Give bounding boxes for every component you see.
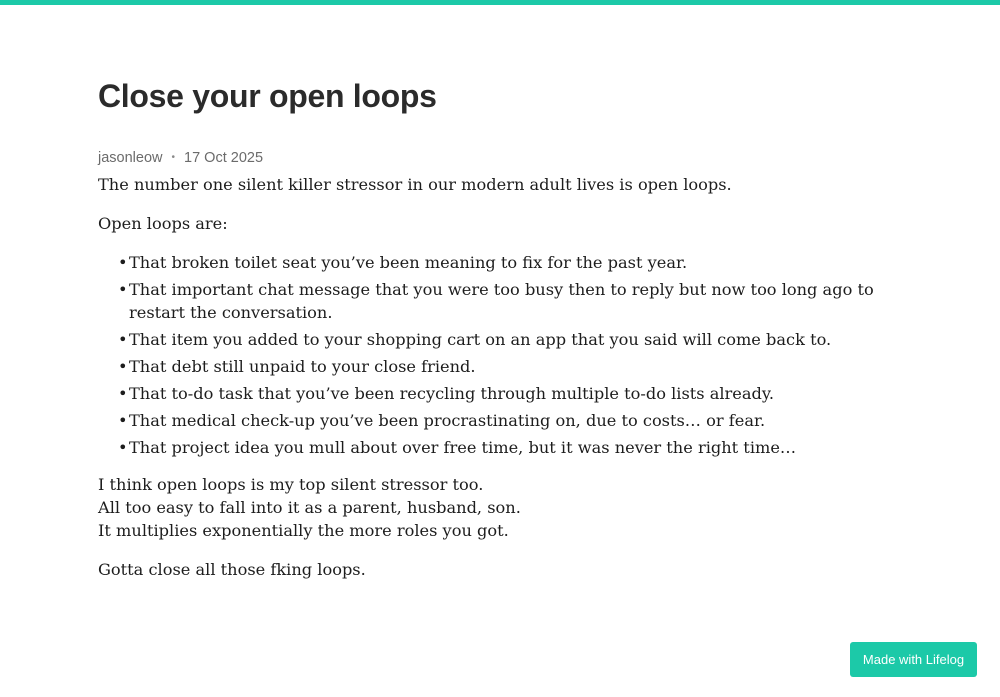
list-item-text: That medical check-up you’ve been procrastinating on, due to costs… or fear. [129,411,766,430]
meta-separator: • [171,152,176,163]
list-item-text: That to-do task that you’ve been recycling through multiple to-do lists already. [129,384,775,403]
list-item [118,278,898,324]
paragraph [98,473,898,542]
post-article [98,76,898,581]
list-item [118,251,898,274]
list-item-text: That project idea you mull about over free time, but it was never the right time… [129,438,797,457]
paragraph: The number one silent killer stressor in our modern adult lives is open loops. [98,175,732,194]
paragraph: Gotta close all those fking loops. [98,560,366,579]
list-item [118,436,898,459]
post-title: Close your open loops [98,78,437,114]
list-item [118,328,898,351]
bullet-icon: • [118,411,128,430]
list-item-text: That debt still unpaid to your close friend. [129,357,476,376]
bullet-icon: • [118,280,128,299]
bullet-icon: • [118,438,128,457]
top-accent-bar [0,0,1000,5]
paragraph-line: It multiplies exponentially the more roles you got. [98,521,509,540]
paragraph-line: All too easy to fall into it as a parent, husband, son. [98,498,521,517]
author-link[interactable]: jasonleow [98,150,163,166]
bullet-icon: • [118,330,128,349]
list-item-text: That important chat message that you were too busy then to reply but now too long ago to restart the conversation. [129,280,874,322]
open-loops-list [98,251,898,459]
paragraph-line: I think open loops is my top silent stressor too. [98,475,484,494]
list-item-text: That broken toilet seat you’ve been meaning to fix for the past year. [129,253,688,272]
bullet-icon: • [118,384,128,403]
post-body [98,173,898,581]
list-item [118,355,898,378]
list-item [118,409,898,432]
post-meta [98,149,898,167]
list-item-text: That item you added to your shopping cart on an app that you said will come back to. [129,330,832,349]
bullet-icon: • [118,253,128,272]
list-item [118,382,898,405]
post-date: 17 Oct 2025 [184,150,264,166]
made-with-lifelog-button[interactable]: Made with Lifelog [850,642,977,677]
bullet-icon: • [118,357,128,376]
paragraph: Open loops are: [98,214,228,233]
